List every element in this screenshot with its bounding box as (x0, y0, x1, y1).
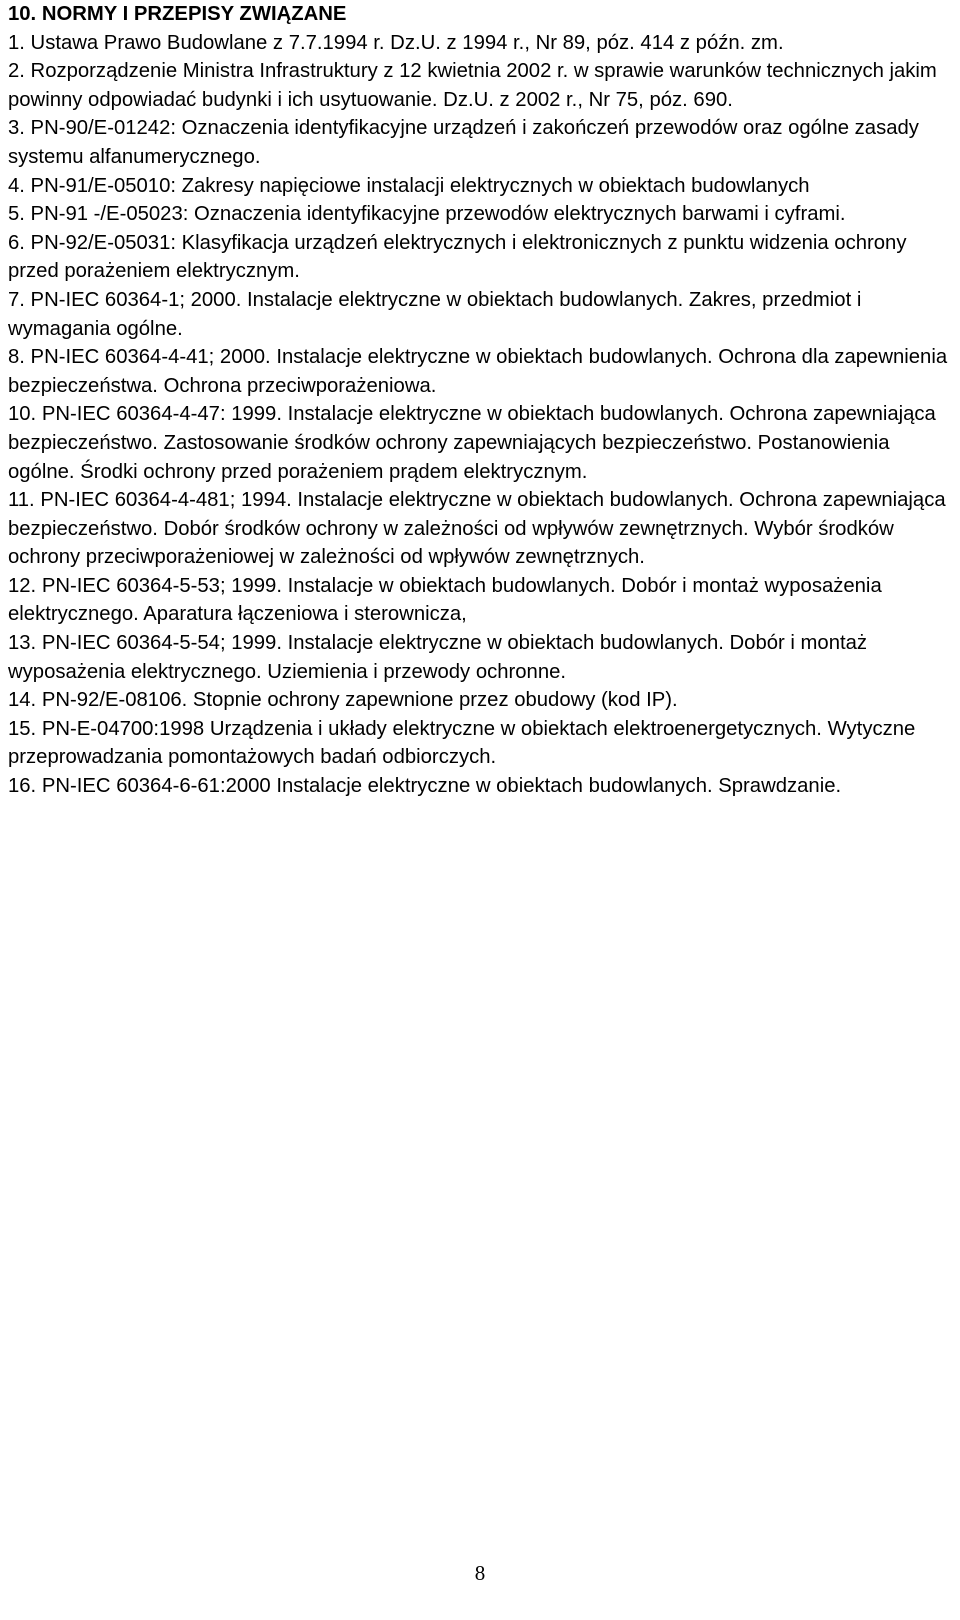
section-heading: 10. NORMY I PRZEPISY ZWIĄZANE (8, 3, 347, 25)
list-item: 4. PN-91/E-05010: Zakresy napięciowe instalacji elektrycznych w obiektach budowlanych (8, 174, 810, 197)
list-item: 8. PN-IEC 60364-4-41; 2000. Instalacje elektryczne w obiektach budowlanych. Ochrona dla zapewnienia bezpieczeństwa. Ochrona przeciwporażeniowa. (8, 346, 948, 397)
page-number: 8 (474, 1561, 486, 1585)
list-item: 1. Ustawa Prawo Budowlane z 7.7.1994 r. Dz.U. z 1994 r., Nr 89, póz. 414 z późn. zm. (8, 31, 784, 54)
list-item: 16. PN-IEC 60364-6-61:2000 Instalacje elektryczne w obiektach budowlanych. Sprawdzanie. (8, 775, 842, 798)
list-item: 7. PN-IEC 60364-1; 2000. Instalacje elektryczne w obiektach budowlanych. Zakres, przedmiot i wymagania ogólne. (8, 288, 862, 340)
list-item: 10. PN-IEC 60364-4-47: 1999. Instalacje elektryczne w obiektach budowlanych. Ochrona zapewniająca bezpieczeństwo. Zastosowanie środków ochrony zapewniających bezpieczeństwo. Postanowienia ogólne. Środki ochrony przed porażeniem prądem elektrycznym. (8, 403, 936, 483)
document-content (8, 0, 953, 801)
list-item: 14. PN-92/E-08106. Stopnie ochrony zapewnione przez obudowy (kod IP). (8, 689, 678, 712)
list-item: 11. PN-IEC 60364-4-481; 1994. Instalacje elektryczne w obiektach budowlanych. Ochrona zapewniająca bezpieczeństwo. Dobór środków ochrony w zależności od wpływów zewnętrznych. Wybór środków ochrony przeciwporażeniowej w zależności od wpływów zewnętrznych. (8, 489, 946, 569)
list-item: 12. PN-IEC 60364-5-53; 1999. Instalacje w obiektach budowlanych. Dobór i montaż wyposażenia elektrycznego. Aparatura łączeniowa i sterownicza, (8, 574, 882, 626)
list-item: 6. PN-92/E-05031: Klasyfikacja urządzeń elektrycznych i elektronicznych z punktu widzenia ochrony przed porażeniem elektrycznym. (8, 231, 907, 283)
list-item: 15. PN-E-04700:1998 Urządzenia i układy elektryczne w obiektach elektroenergetycznych. Wytyczne przeprowadzania pomontażowych badań odbiorczych. (8, 717, 916, 769)
list-item: 5. PN-91 -/E-05023: Oznaczenia identyfikacyjne przewodów elektrycznych barwami i cyframi. (8, 203, 846, 226)
list-item: 3. PN-90/E-01242: Oznaczenia identyfikacyjne urządzeń i zakończeń przewodów oraz ogólne zasady systemu alfanumerycznego. (8, 117, 919, 168)
list-item: 13. PN-IEC 60364-5-54; 1999. Instalacje elektryczne w obiektach budowlanych. Dobór i montaż wyposażenia elektrycznego. Uziemienia i przewody ochronne. (8, 632, 868, 683)
list-item: 2. Rozporządzenie Ministra Infrastruktury z 12 kwietnia 2002 r. w sprawie warunków technicznych jakim powinny odpowiadać budynki i ich usytuowanie. Dz.U. z 2002 r., Nr 75, póz. 690. (8, 60, 937, 111)
